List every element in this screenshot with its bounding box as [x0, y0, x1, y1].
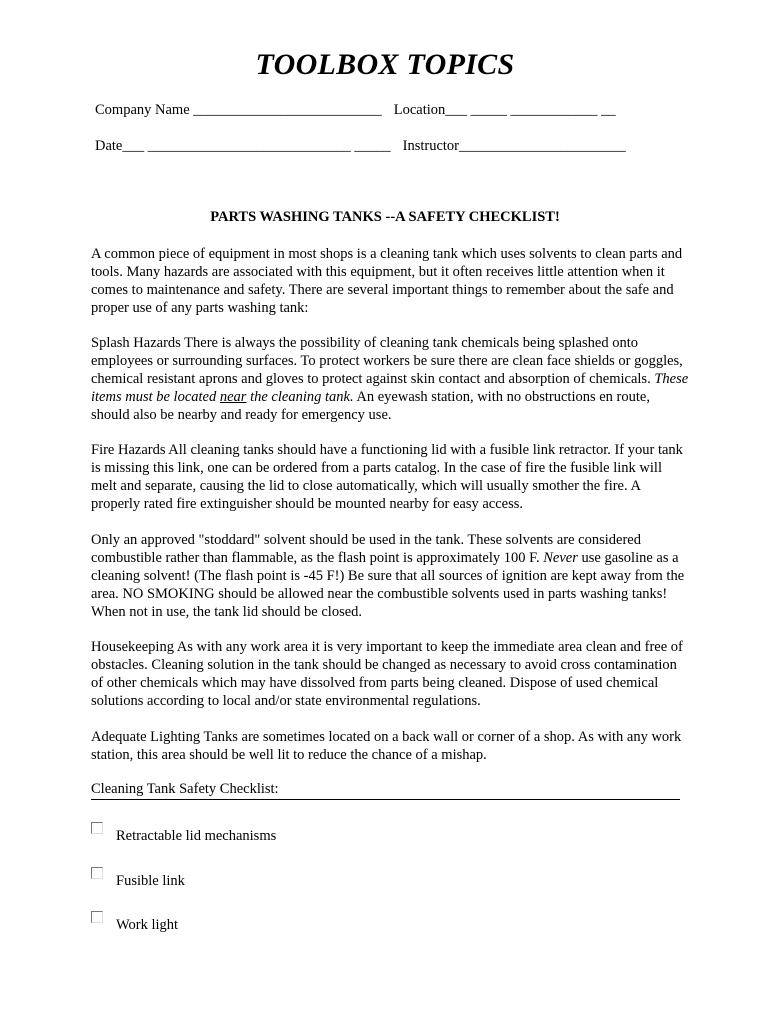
- housekeeping-paragraph: Housekeeping As with any work area it is very important to keep the immediate area clean and free of obstacles. Cleaning solution in the tank should be changed as necessary to avoid cross contamination of other chemicals which may have dissolved from parts being cleaned. Dispose of used chemical solutions according to local and/or state environmental regulations.: [91, 639, 683, 709]
- solvent-never: Never: [543, 550, 578, 566]
- company-name-field: Company Name __________________________: [95, 102, 382, 118]
- checkbox-icon[interactable]: [91, 867, 103, 879]
- splash-italic-b: the cleaning tank.: [246, 389, 354, 405]
- splash-underline-near: near: [219, 389, 247, 405]
- solvent-text-b: use gasoline as a cleaning solvent! (The flash point is -45 F!) Be sure that all sources of ignition are kept away from the area. NO SMOKING should be allowed near the combustible solvents used in parts washing tanks! When not in use, the tank lid should be closed.: [91, 550, 685, 620]
- location-field: Location___ _____ ____________ __: [393, 102, 616, 118]
- adequate-lighting-paragraph: Adequate Lighting Tanks are sometimes located on a back wall or corner of a shop. As with any work station, this area should be well lit to reduce the chance of a mishap.: [91, 729, 682, 763]
- splash-hazards-paragraph: [91, 334, 691, 424]
- checklist-title: Cleaning Tank Safety Checklist:: [91, 781, 680, 800]
- splash-italic-a: These items must be located: [91, 371, 689, 405]
- checklist-item-label: Work light: [116, 917, 179, 933]
- splash-text-a: Splash Hazards There is always the possibility of cleaning tank chemicals being splashed onto employees or surrounding surfaces. To protect workers be sure there are clean face shields or goggles, chemical resistant aprons and gloves to protect against skin contact and absorption of chemicals.: [91, 335, 683, 387]
- checklist-item-label: Retractable lid mechanisms: [116, 828, 277, 844]
- section-heading: PARTS WASHING TANKS --A SAFETY CHECKLIST!: [210, 209, 560, 225]
- instructor-field: Instructor_______________________: [402, 138, 626, 154]
- solvent-paragraph: [91, 531, 691, 621]
- solvent-text-a: Only an approved "stoddard" solvent should be used in the tank. These solvents are considered combustible rather than flammable, as the flash point is approximately 100 F.: [91, 532, 641, 566]
- splash-text-b: An eyewash station, with no obstructions en route, should also be nearby and ready for emergency use.: [91, 389, 650, 423]
- checkbox-icon[interactable]: [91, 822, 103, 834]
- checklist-item-label: Fusible link: [116, 873, 185, 889]
- header-fields-row-1: [95, 102, 616, 119]
- intro-paragraph: A common piece of equipment in most shops is a cleaning tank which uses solvents to clean parts and tools. Many hazards are associated with this equipment, but it often receives little attention when it comes to maintenance and safety. There are several important things to remember about the safe and proper use of any parts washing tank:: [91, 246, 683, 316]
- date-field: Date___ ____________________________ _____: [95, 138, 391, 154]
- page-title: TOOLBOX TOPICS: [255, 48, 515, 81]
- fire-hazards-paragraph: Fire Hazards All cleaning tanks should have a functioning lid with a fusible link retractor. If your tank is missing this link, one can be ordered from a parts catalog. In the case of fire the fusible link will melt and separate, causing the lid to close automatically, which will usually smother the fire. A properly rated fire extinguisher should be mounted nearby for easy access.: [91, 442, 683, 512]
- checkbox-icon[interactable]: [91, 911, 103, 923]
- header-fields-row-2: [95, 138, 626, 155]
